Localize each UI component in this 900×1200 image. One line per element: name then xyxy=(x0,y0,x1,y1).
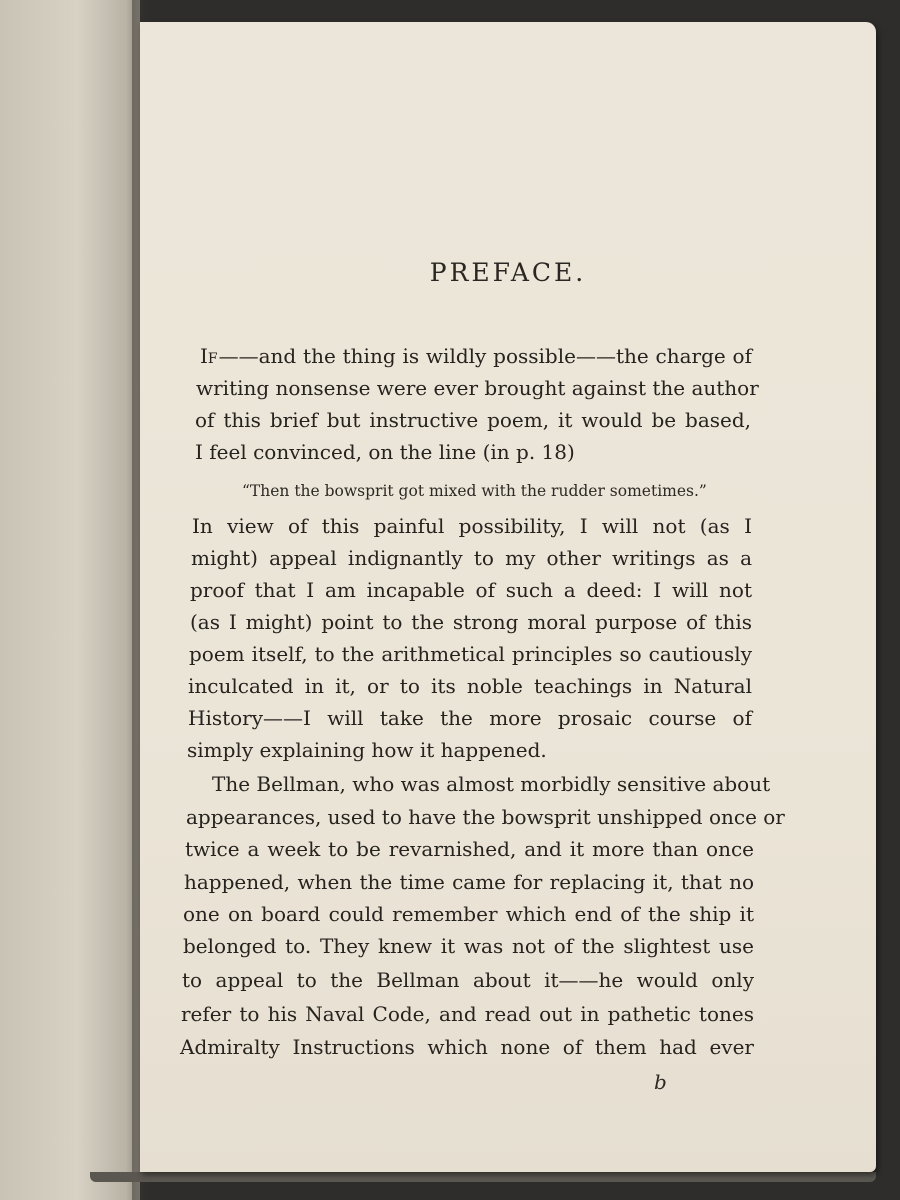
text-line: refer to his Naval Code, and read out in pathetic tones xyxy=(181,1002,754,1026)
text-line: poem itself, to the arithmetical principles so cautiously xyxy=(189,642,752,666)
facing-page xyxy=(0,0,140,1200)
text-line: to appeal to the Bellman about it——he would only xyxy=(182,968,754,992)
text-line: Admiralty Instructions which none of them had ever xyxy=(180,1035,754,1059)
book-page xyxy=(140,22,876,1172)
quotation: “Then the bowsprit got mixed with the rudder sometimes.” xyxy=(242,482,707,500)
text-line: one on board could remember which end of the ship it xyxy=(183,902,754,926)
page-edge xyxy=(90,1172,876,1182)
small-caps: F xyxy=(207,351,219,367)
text-line: IF——and the thing is wildly possible——the charge of xyxy=(200,344,752,368)
text-line: The Bellman, who was almost morbidly sensitive about xyxy=(212,772,771,796)
text-line: (as I might) point to the strong moral purpose of this xyxy=(190,610,752,634)
text-line: I feel convinced, on the line (in p. 18) xyxy=(195,440,575,464)
text-line: happened, when the time came for replacing it, that no xyxy=(184,870,754,894)
text-line: belonged to. They knew it was not of the slightest use xyxy=(183,934,754,958)
drop-cap: I xyxy=(200,344,208,368)
text-line: writing nonsense were ever brought against the author xyxy=(196,376,759,400)
page-heading: PREFACE. xyxy=(429,258,587,287)
text-line: History——I will take the more prosaic course of xyxy=(188,706,752,730)
text-line: In view of this painful possibility, I will not (as I xyxy=(192,514,752,538)
text-line: twice a week to be revarnished, and it more than once xyxy=(185,837,754,861)
text-line: inculcated in it, or to its noble teachings in Natural xyxy=(188,674,752,698)
text-line: might) appeal indignantly to my other writings as a xyxy=(191,546,752,570)
text-line: proof that I am incapable of such a deed: I will not xyxy=(190,578,752,602)
signature-mark: b xyxy=(654,1070,667,1094)
text-line: appearances, used to have the bowsprit unshipped once or xyxy=(186,805,785,829)
text-line: of this brief but instructive poem, it would be based, xyxy=(195,408,751,432)
text-line: simply explaining how it happened. xyxy=(187,738,547,762)
